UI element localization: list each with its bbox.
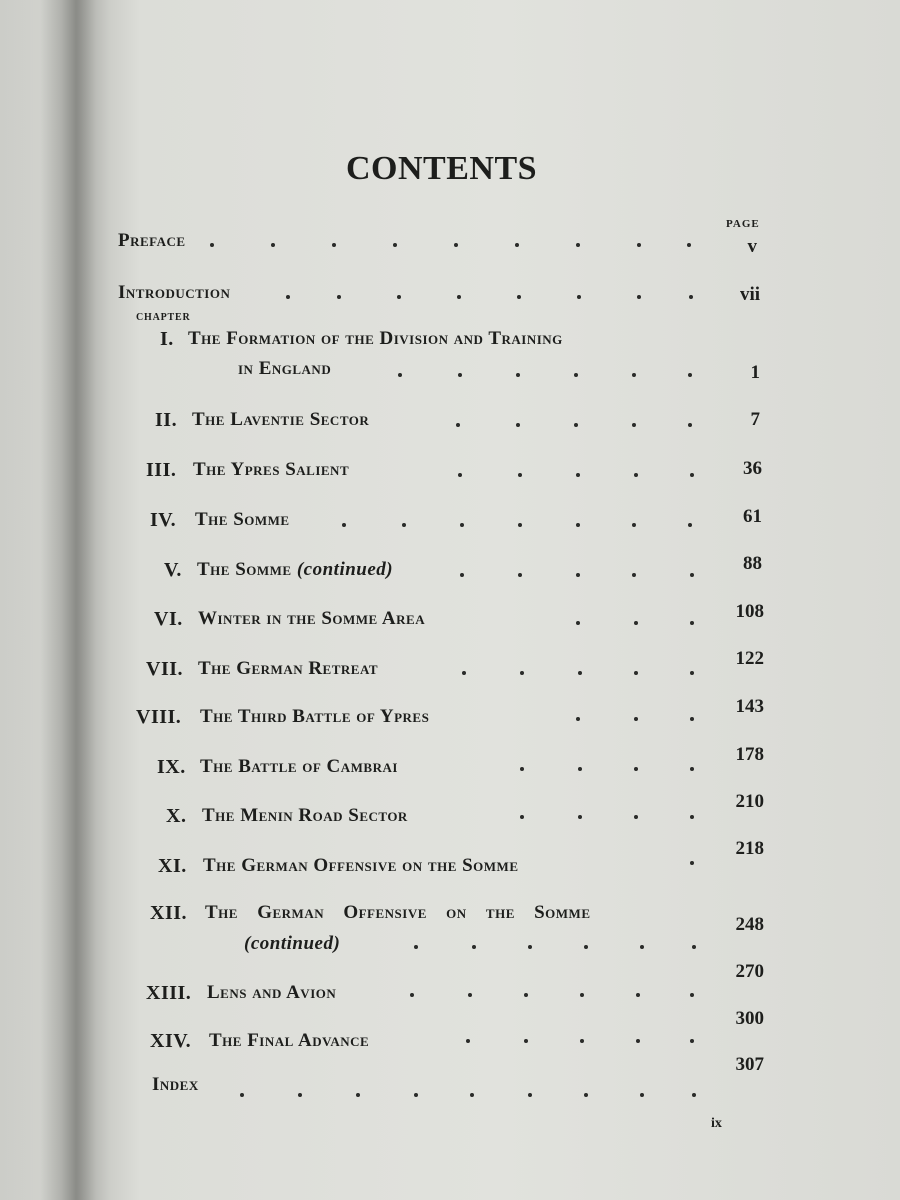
page-column-label: PAGE bbox=[726, 218, 760, 230]
toc-page-number: 218 bbox=[735, 838, 764, 859]
toc-entry-chapter-12: The German Offensive on the Somme bbox=[205, 902, 591, 923]
toc-entry-chapter-11: The German Offensive on the Somme bbox=[203, 855, 519, 876]
chapter-column-label: CHAPTER bbox=[136, 312, 191, 323]
chapter-numeral: IV. bbox=[150, 509, 177, 531]
chapter-numeral: VIII. bbox=[136, 706, 182, 728]
toc-entry-chapter-13: Lens and Avion bbox=[207, 982, 337, 1003]
chapter-numeral: I. bbox=[160, 328, 174, 350]
toc-page-number: 307 bbox=[735, 1054, 764, 1075]
chapter-numeral: II. bbox=[155, 409, 178, 431]
toc-page-number: 122 bbox=[735, 648, 764, 669]
toc-page-number: 143 bbox=[735, 696, 764, 717]
toc-entry-chapter-3: The Ypres Salient bbox=[193, 459, 350, 480]
toc-entry-chapter-14: The Final Advance bbox=[209, 1030, 370, 1051]
toc-entry-chapter-10: The Menin Road Sector bbox=[202, 805, 408, 826]
toc-page-number: 88 bbox=[743, 553, 762, 574]
page-fold-shadow bbox=[0, 0, 110, 1200]
toc-entry-chapter-1-line2: in England bbox=[238, 358, 332, 379]
chapter-numeral: V. bbox=[164, 559, 182, 581]
chapter-numeral: VII. bbox=[146, 658, 184, 680]
toc-entry-chapter-8: The Third Battle of Ypres bbox=[200, 706, 430, 727]
toc-entry-chapter-9: The Battle of Cambrai bbox=[200, 756, 398, 777]
chapter-numeral: VI. bbox=[154, 608, 183, 630]
continued-note: (continued) bbox=[244, 933, 341, 954]
toc-page-number: 7 bbox=[750, 409, 760, 430]
page-title: CONTENTS bbox=[346, 150, 538, 187]
toc-page-number: 178 bbox=[735, 744, 764, 765]
toc-entry-chapter-2: The Laventie Sector bbox=[192, 409, 370, 430]
toc-entry-chapter-7: The German Retreat bbox=[198, 658, 379, 679]
chapter-numeral: XIII. bbox=[146, 982, 192, 1004]
toc-entry-introduction: Introduction bbox=[118, 282, 231, 303]
toc-page-number: 108 bbox=[735, 601, 764, 622]
chapter-numeral: X. bbox=[166, 805, 187, 827]
toc-page-number: 210 bbox=[735, 791, 764, 812]
toc-page-number: 270 bbox=[735, 961, 764, 982]
chapter-numeral: XIV. bbox=[150, 1030, 192, 1052]
continued-note: (continued) bbox=[296, 559, 394, 580]
toc-page-number: vii bbox=[739, 284, 760, 305]
toc-page-number: 300 bbox=[735, 1008, 764, 1029]
toc-entry-index: Index bbox=[152, 1074, 199, 1095]
toc-page-number: 248 bbox=[735, 914, 764, 935]
page-folio: ix bbox=[711, 1116, 722, 1131]
chapter-numeral: III. bbox=[146, 459, 177, 481]
toc-entry-chapter-5: The Somme (continued) bbox=[197, 559, 394, 580]
toc-page-number: v bbox=[747, 236, 757, 257]
toc-page-number: 61 bbox=[743, 506, 762, 527]
chapter-numeral: XII. bbox=[150, 902, 188, 924]
toc-entry-chapter-1: The Formation of the Division and Training bbox=[188, 328, 563, 349]
chapter-numeral: IX. bbox=[157, 756, 186, 778]
toc-page-number: 36 bbox=[743, 458, 762, 479]
toc-page-number: 1 bbox=[750, 362, 760, 383]
chapter-numeral: XI. bbox=[158, 855, 187, 877]
toc-entry-chapter-6: Winter in the Somme Area bbox=[198, 608, 426, 629]
toc-entry-chapter-4: The Somme bbox=[195, 509, 290, 530]
toc-entry-preface: Preface bbox=[118, 230, 186, 251]
toc-entry-chapter-12-line2 bbox=[244, 933, 340, 955]
